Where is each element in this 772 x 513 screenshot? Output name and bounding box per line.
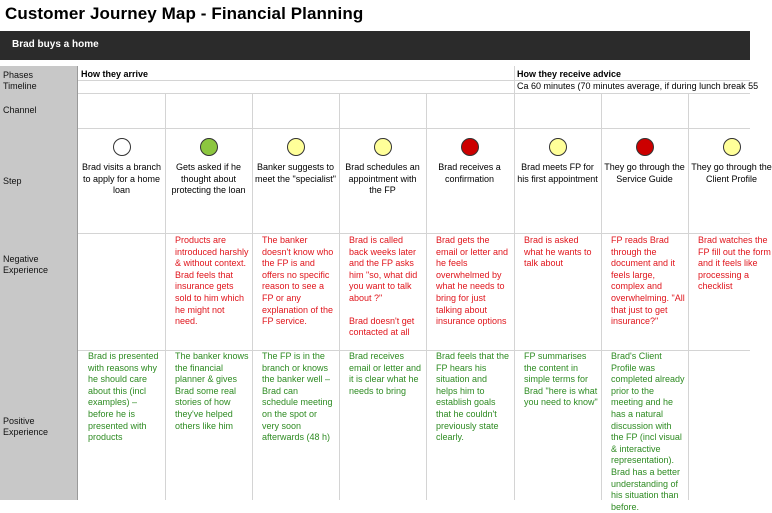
status-indicator-white bbox=[113, 138, 131, 156]
negative-experience-text: Brad gets the email or letter and he feels overwhelmed by what he needs to bring for just talking about insurance options bbox=[436, 235, 509, 327]
gridline bbox=[514, 66, 515, 500]
status-indicator-yellow bbox=[549, 138, 567, 156]
gridline bbox=[339, 93, 340, 500]
step-text: Brad receives a confirmation bbox=[438, 162, 501, 184]
negative-experience-cell bbox=[88, 235, 162, 347]
phase-how-they-receive-advice: How they receive advice bbox=[517, 69, 622, 79]
negative-experience-cell bbox=[262, 235, 336, 347]
gridline bbox=[601, 93, 602, 500]
step-text: Gets asked if he thought about protecting the loan bbox=[171, 162, 246, 196]
positive-experience-cell bbox=[698, 351, 772, 500]
negative-experience-cell bbox=[349, 235, 423, 347]
step-text: Brad visits a branch to apply for a home loan bbox=[81, 162, 162, 196]
positive-experience-cell bbox=[436, 351, 510, 500]
status-indicator-green bbox=[200, 138, 218, 156]
positive-experience-cell bbox=[262, 351, 336, 500]
negative-experience-text: Brad watches the FP fill out the form and it feels like processing a checklist bbox=[698, 235, 771, 292]
positive-experience-text: The banker knows the financial planner & gives Brad some real stories of how they've helped others like him bbox=[175, 351, 249, 431]
status-indicator-red bbox=[461, 138, 479, 156]
positive-experience-text: Brad feels that the FP hears his situation and helps him to establish goals that he couldn't previously state clearly. bbox=[436, 351, 510, 443]
gridline bbox=[688, 93, 689, 500]
positive-experience-text: FP summarises the content in simple terms for Brad "here is what you need to know" bbox=[524, 351, 598, 408]
negative-experience-cell bbox=[436, 235, 510, 347]
gridline bbox=[78, 233, 750, 234]
spacer bbox=[0, 60, 750, 66]
gridline bbox=[426, 93, 427, 500]
gridline bbox=[78, 93, 750, 94]
persona-banner bbox=[0, 31, 750, 60]
timeline-text: Ca 60 minutes (70 minutes average, if during lunch break 55 bbox=[517, 81, 759, 91]
positive-experience-cell bbox=[88, 351, 162, 500]
row-label-phases: Phases bbox=[3, 70, 34, 80]
negative-experience-text: Brad doesn't get contacted at all bbox=[349, 315, 415, 338]
step-text: Brad schedules an appointment with the FP bbox=[345, 162, 420, 196]
banner-label: Brad buys a home bbox=[12, 39, 99, 50]
positive-experience-cell bbox=[524, 351, 598, 500]
negative-experience-cell bbox=[698, 235, 772, 347]
negative-experience-cell bbox=[611, 235, 685, 347]
negative-experience-text: The banker doesn't know who the FP is and offers no specific reason to see a FP or any explanation of the FP service. bbox=[262, 235, 334, 327]
negative-experience-text: Brad is asked what he wants to talk about bbox=[524, 235, 592, 269]
row-label-channel: Channel bbox=[3, 105, 37, 115]
status-indicator-yellow bbox=[374, 138, 392, 156]
negative-experience-cell bbox=[175, 235, 249, 347]
positive-experience-text: Brad is presented with reasons why he should care about this (incl examples) – before he is presented with products bbox=[88, 351, 159, 443]
positive-experience-text: The FP is in the branch or knows the banker well – Brad can schedule meeting on the spot or very soon afterwards (48 h) bbox=[262, 351, 333, 443]
page-title: Customer Journey Map - Financial Planning bbox=[5, 4, 364, 23]
negative-experience-text: FP reads Brad through the document and it feels large, complex and overwhelming. "All that just to get insurance?" bbox=[611, 235, 685, 327]
gridline bbox=[165, 93, 166, 500]
gridline bbox=[78, 128, 750, 129]
positive-experience-cell bbox=[175, 351, 249, 500]
status-indicator-red bbox=[636, 138, 654, 156]
row-label-negative: Negative Experience bbox=[3, 254, 49, 275]
step-text: They go through the Service Guide bbox=[604, 162, 685, 184]
step-text: Brad meets FP for his first appointment bbox=[517, 162, 598, 184]
negative-experience-cell bbox=[524, 235, 598, 347]
status-indicator-yellow bbox=[723, 138, 741, 156]
positive-experience-cell bbox=[349, 351, 423, 500]
row-label-step: Step bbox=[3, 176, 22, 186]
gridline bbox=[252, 93, 253, 500]
positive-experience-cell bbox=[611, 351, 685, 512]
negative-experience-text: Brad is called back weeks later and the FP asks him "so, what did you want to talk about ?" bbox=[349, 235, 418, 303]
row-label-timeline: Timeline bbox=[3, 81, 37, 91]
row-label-positive: Positive Experience bbox=[3, 416, 49, 437]
step-text: They go through the Client Profile bbox=[691, 162, 772, 184]
positive-experience-text: Brad receives email or letter and it is clear what he needs to bring bbox=[349, 351, 422, 396]
negative-experience-text: Products are introduced harshly & without context. Brad feels that insurance gets sold to him which he might not need. bbox=[175, 235, 249, 327]
positive-experience-text: Brad's Client Profile was completed already prior to the meeting and he has a natural discussion with the FP (incl visual & interactive representation). Brad has a better understanding of his situation than before. bbox=[611, 351, 685, 512]
status-indicator-yellow bbox=[287, 138, 305, 156]
phase-how-they-arrive: How they arrive bbox=[81, 69, 149, 79]
step-text: Banker suggests to meet the "specialist" bbox=[255, 162, 336, 184]
